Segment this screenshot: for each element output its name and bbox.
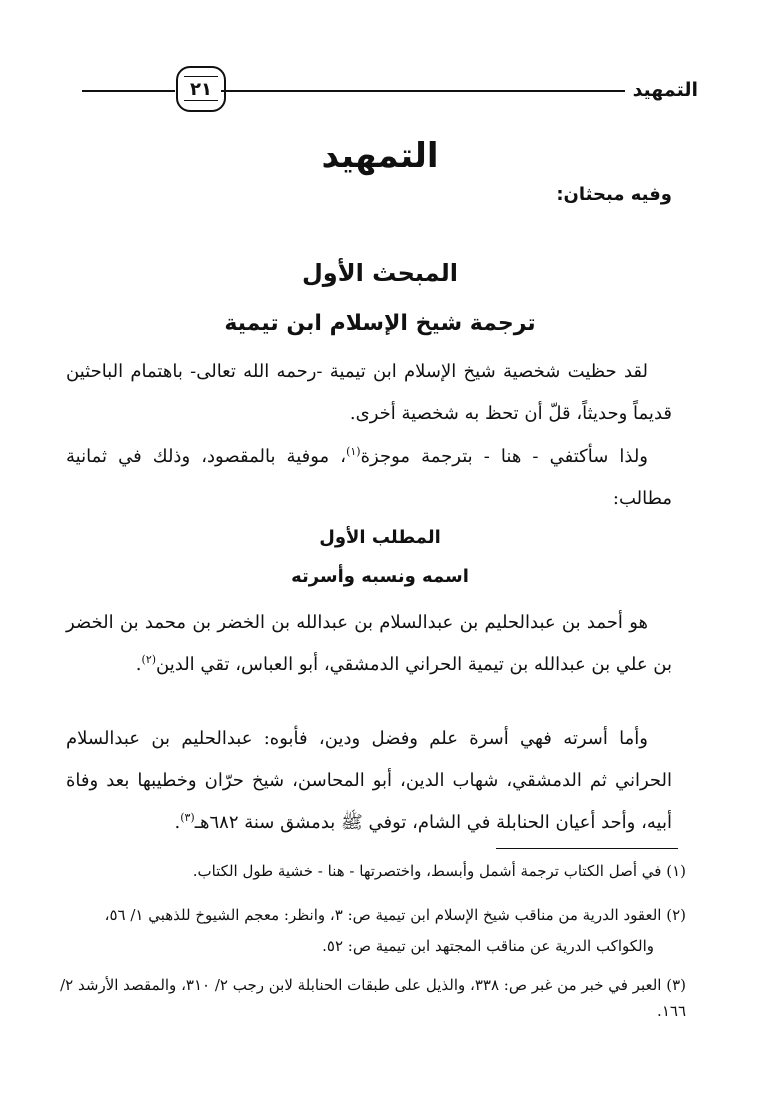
paragraph-2 (66, 436, 672, 520)
header-rule-left (82, 90, 175, 92)
footnote-separator (496, 848, 678, 849)
subsection-subtitle: اسمه ونسبه وأسرته (291, 566, 469, 587)
section-title: المبحث الأول (301, 259, 459, 287)
paragraph-2-text-end: ، موفية بالمقصود، وذلك في ثمانية مطالب: (66, 446, 672, 509)
running-header-title: التمهيد (632, 79, 698, 101)
footnote-ref-2[interactable]: (٢) (141, 653, 157, 666)
header-rule-right (221, 90, 625, 92)
footnote-ref-3[interactable]: (٣) (180, 811, 195, 824)
footnote-2: (٢) العقود الدرية من مناقب شيخ الإسلام ابن تيمية ص: ٣، وانظر: معجم الشيوخ للذهبي ١/ ٥٦، (104, 906, 686, 924)
page-number: ٢١ (176, 66, 226, 112)
footnote-ref-1[interactable]: (١) (346, 445, 361, 458)
paragraph-3 (66, 602, 672, 686)
paragraph-4-text-end: . (174, 812, 181, 833)
chapter-title: التمهيد (321, 136, 439, 176)
footnote-3: (٣) العبر في خبر من غبر ص: ٣٣٨، والذيل على طبقات الحنابلة لابن رجب ٢/ ٣١٠، والمقصد الأرشد ٢/ ١٦٦. (60, 976, 686, 1020)
paragraph-3-text-end: . (135, 654, 142, 675)
paragraph-4-text: وأما أسرته فهي أسرة علم وفضل ودين، فأبوه: عبدالحليم بن عبدالسلام الحراني ثم الدمشقي، شهاب الدين، أبو المحاسن، شيخ حرّان وخطيبها بعد وفاة أبيه، وأحد أعيان الحنابلة في الشام، توفي ﷺ بدمشق سنة ٦٨٢هـ (66, 728, 672, 833)
section-subtitle: ترجمة شيخ الإسلام ابن تيمية (224, 311, 536, 336)
paragraph-3-text: هو أحمد بن عبدالحليم بن عبدالسلام بن عبدالله بن الخضر بن محمد بن الخضر بن علي بن عبدالله بن تيمية الحراني الدمشقي، أبو العباس، تقي الدين (66, 612, 672, 675)
chapter-intro: وفيه مبحثان: (556, 184, 672, 205)
paragraph-4 (66, 718, 672, 844)
paragraph-1: لقد حظيت شخصية شيخ الإسلام ابن تيمية -رحمه الله تعالى- باهتمام الباحثين قديماً وحديثاً، قلّ أن تحظ به شخصية أخرى. (66, 361, 672, 424)
footnote-1: (١) في أصل الكتاب ترجمة أشمل وأبسط، واختصرتها - هنا - خشية طول الكتاب. (192, 862, 686, 880)
subsection-title: المطلب الأول (319, 527, 441, 548)
footnote-2-continued: والكواكب الدرية عن مناقب المجتهد ابن تيمية ص: ٥٢. (322, 937, 654, 955)
paragraph-2-text: ولذا سأكتفي - هنا - بترجمة موجزة (360, 446, 648, 467)
